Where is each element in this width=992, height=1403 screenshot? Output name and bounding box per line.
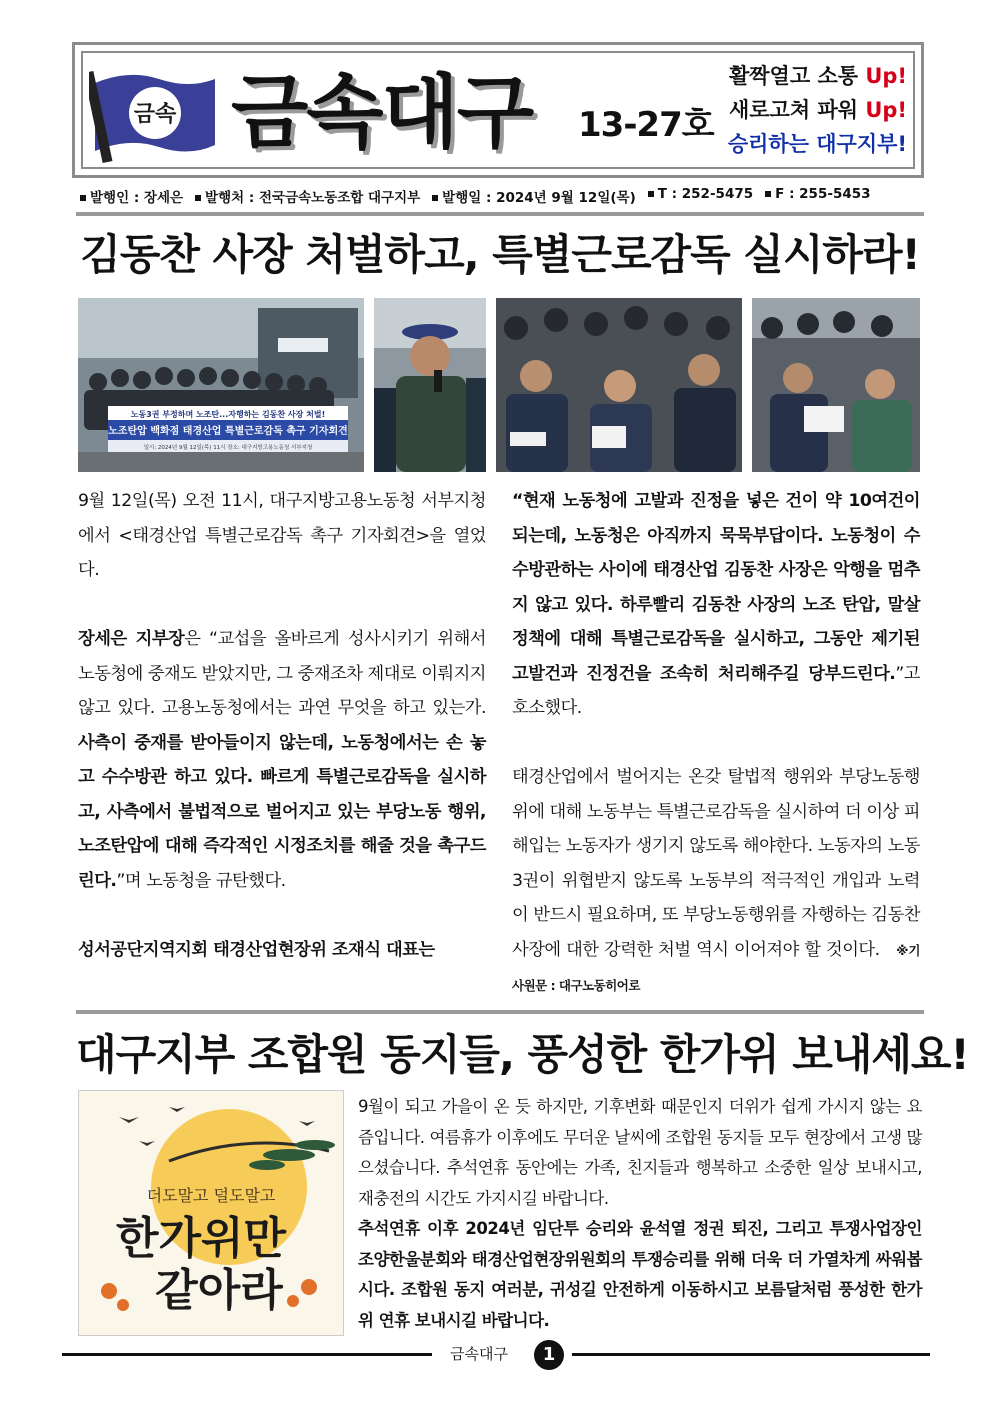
union-flag-logo — [89, 65, 219, 165]
telephone: T : 252-5475 — [648, 186, 753, 210]
paragraph: 9월이 되고 가을이 온 듯 하지만, 기후변화 때문인지 더위가 쉽게 가시지 않는 요즘입니다. 여름휴가 이후에도 무더운 날씨에 조합원 동지들 모두 현장에서 고생 많으셨습니다. 추석연휴 동안에는 가족, 친지들과 행복하고 소중한 일상 보내시고, 재충전의 시간도 가지시길 바랍니다. — [358, 1097, 922, 1208]
slogan-line: 승리하는 대구지부! — [727, 132, 907, 156]
publication-info — [80, 186, 924, 210]
masthead-frame — [81, 51, 915, 169]
slogan-line: 새로고쳐 파워 Up! — [728, 98, 907, 122]
fax: F : 255-5453 — [765, 186, 870, 210]
paragraph: 장세은 지부장은 “교섭을 올바르게 성사시키기 위해서 노동청에 중재도 받았지만, 그 중재조차 제대로 이뤄지지 않고 있다. 고용노동청에서는 과연 무엇을 하고 있는가. 사측이 중재를 받아들이지 않는데, 노동청에서는 손 놓고 수수방관 하고 있다. 빠르게 특별근로감독을 실시하고, 사측에서 불법적으로 벌어지고 있는 부당노동 행위, 노조탄압에 대해 즉각적인 시정조치를 해줄 것을 촉구드린다.”며 노동청을 규탄했다. — [78, 629, 487, 891]
press-conference-photo-3 — [496, 298, 742, 472]
paragraph — [512, 726, 920, 761]
article1-headline: 김동찬 사장 처벌하고, 특별근로감독 실시하라! — [80, 230, 920, 279]
footer-name: 금속대구 — [450, 1345, 508, 1363]
article2-body — [358, 1092, 922, 1342]
banner-line-2: 노조탄압 백화점 태경산업 특별근로감독 촉구 기자회견 — [108, 426, 348, 437]
masthead — [72, 42, 924, 178]
chuseok-greeting-card — [78, 1090, 344, 1336]
paragraph: 추석연휴 이후 2024년 임단투 승리와 윤석열 정권 퇴진, 그리고 투쟁사업장인 조양한울분회와 태경산업현장위원회의 투쟁승리를 위해 더욱 더 가열차게 싸워봅시다. 조합원 동지 여러분, 귀성길 안전하게 이동하시고 보름달처럼 풍성한 한가위 연휴 보내시길 바랍니다. — [358, 1219, 922, 1330]
newsletter-title: 금속대구 — [231, 66, 533, 159]
logo-text: 금속 — [133, 102, 177, 127]
publisher: 발행인 : 장세은 — [80, 186, 183, 210]
press-conference-photo-4 — [752, 298, 920, 472]
article1-left-column — [78, 484, 486, 990]
paragraph: 태경산업에서 벌어지는 온갖 탈법적 행위와 부당노동행위에 대해 노동부는 특별근로감독을 실시하여 더 이상 피해입는 노동자가 생기지 않도록 해야한다. 노동자의 노동3권이 위협받지 않도록 노동부의 적극적인 개입과 노력이 반드시 필요하며, 또 부당노동행위를 자행하는 김동찬 사장에 대한 강력한 처벌 역시 이어져야 할 것이다. ※기사원문 : 대구노동히어로 — [512, 767, 920, 993]
paragraph: 9월 12일(목) 오전 11시, 대구지방고용노동청 서부지청에서 <태경산업 특별근로감독 촉구 기자회견>을 열었다. — [78, 491, 486, 580]
paragraph — [78, 588, 486, 623]
card-big-text-2: 같아라 — [155, 1265, 283, 1316]
paragraph — [78, 898, 486, 933]
article1-right-column — [512, 484, 920, 993]
card-small-text: 더도말고 덜도말고 — [146, 1186, 276, 1205]
card-big-text-1: 한가위만 — [115, 1213, 287, 1264]
slogan-line: 활짝열고 소통 Up! — [728, 64, 907, 88]
issue-number: 13-27호 — [578, 105, 714, 145]
article1-headline-wrap — [76, 222, 924, 282]
divider — [76, 212, 924, 216]
slogans — [697, 59, 907, 161]
article2-headline-wrap — [76, 1022, 969, 1082]
paragraph: 성서공단지역지회 태경산업현장위 조재식 대표는 — [78, 939, 435, 960]
publish-date: 발행일 : 2024년 9월 12일(목) — [432, 186, 636, 210]
divider — [76, 1010, 924, 1014]
paragraph: “현재 노동청에 고발과 진정을 넣은 건이 약 10여건이 되는데, 노동청은 아직까지 묵묵부답이다. 노동청이 수수방관하는 사이에 태경산업 김동찬 사장은 악행을 멈추지 않고 있다. 하루빨리 김동찬 사장의 노조 탄압, 말살정책에 대해 특별근로감독을 실시하고, 그동안 제기된 고발건과 진정건을 조속히 처리해주길 당부드린다.”고 호소했다. — [512, 491, 920, 718]
issuer: 발행처 : 전국금속노동조합 대구지부 — [195, 186, 420, 210]
article2-headline: 대구지부 조합원 동지들, 풍성한 한가위 보내세요! — [76, 1030, 969, 1079]
footer-rule-right — [572, 1353, 930, 1356]
banner-line-1: 노동3권 부정하며 노조탄...자행하는 김동찬 사장 처벌! — [130, 410, 326, 419]
banner-line-3: 일시: 2024년 9월 12일(목) 11시 장소: 대구지방고용노동청 서부지청 — [143, 445, 313, 451]
footer-rule-left — [62, 1353, 432, 1356]
page-number: 1 — [534, 1340, 564, 1370]
article-source: ※기사원문 : 대구노동히어로 — [512, 942, 920, 993]
press-conference-photo-1 — [78, 298, 364, 472]
press-conference-photo-2 — [374, 298, 486, 472]
